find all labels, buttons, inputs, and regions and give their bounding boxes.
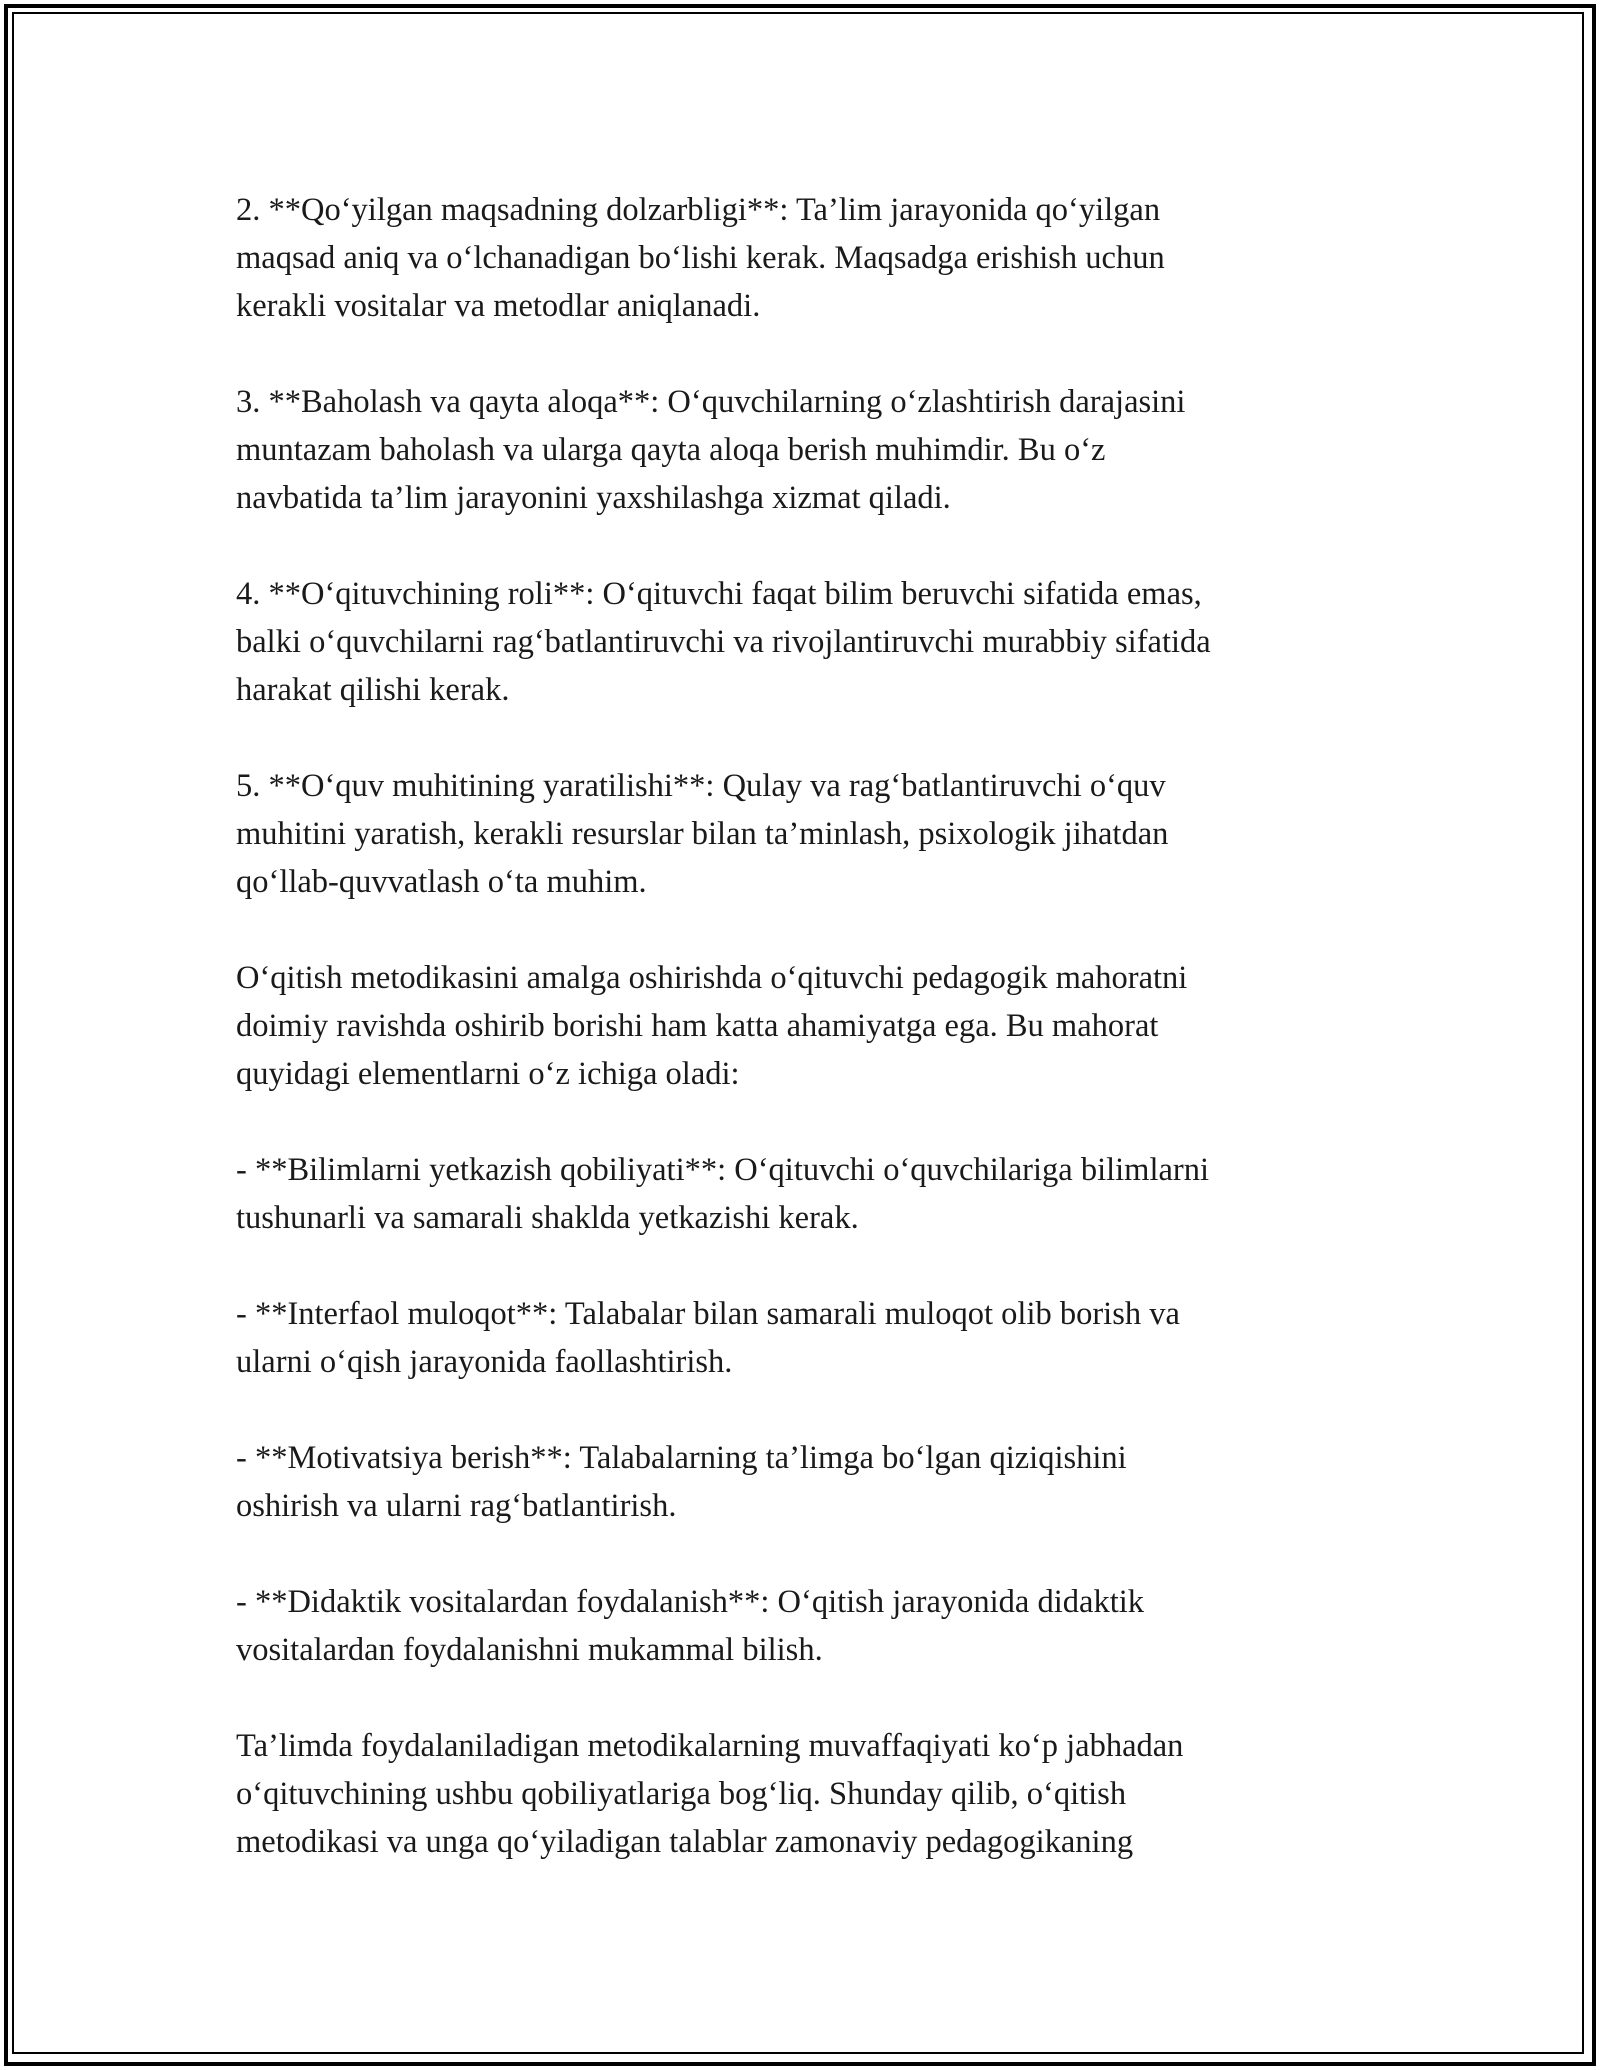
bullet-interactive-communication [236,1290,1376,1386]
text-line: tushunarli va samarali shaklda yetkazishi kerak. [236,1200,859,1236]
text-line: harakat qilishi kerak. [236,672,510,708]
paragraph-conclusion [236,1722,1376,1866]
paragraph-item-4-teacher-role [236,570,1376,714]
text-line: doimiy ravishda oshirib borishi ham katta ahamiyatga ega. Bu mahorat [236,1008,1159,1044]
text-line: 4. **O‘qituvchining roli**: O‘qituvchi faqat bilim beruvchi sifatida emas, [236,576,1202,612]
text-line: oshirish va ularni rag‘batlantirish. [236,1488,677,1524]
text-line: navbatida ta’lim jarayonini yaxshilashga xizmat qiladi. [236,480,951,516]
text-line: metodikasi va unga qo‘yiladigan talablar zamonaviy pedagogikaning [236,1824,1134,1860]
document-body [236,186,1376,1866]
paragraph-item-5-learning-environment [236,762,1376,906]
text-line: - **Bilimlarni yetkazish qobiliyati**: O‘qituvchi o‘quvchilariga bilimlarni [236,1152,1210,1188]
text-line: - **Motivatsiya berish**: Talabalarning ta’limga bo‘lgan qiziqishini [236,1440,1127,1476]
text-line: muhitini yaratish, kerakli resurslar bilan ta’minlash, psixologik jihatdan [236,816,1169,852]
text-line: Ta’limda foydalaniladigan metodikalarning muvaffaqiyati ko‘p jabhadan [236,1728,1184,1764]
paragraph-item-3-assessment-feedback [236,378,1376,522]
text-line: quyidagi elementlarni o‘z ichiga oladi: [236,1056,740,1092]
paragraph-item-2-goal-relevance [236,186,1376,330]
text-line: maqsad aniq va o‘lchanadigan bo‘lishi kerak. Maqsadga erishish uchun [236,240,1165,276]
text-line: 2. **Qo‘yilgan maqsadning dolzarbligi**: Ta’lim jarayonida qo‘yilgan [236,192,1161,228]
bullet-knowledge-delivery [236,1146,1376,1242]
text-line: balki o‘quvchilarni rag‘batlantiruvchi va rivojlantiruvchi murabbiy sifatida [236,624,1211,660]
text-line: muntazam baholash va ularga qayta aloqa berish muhimdir. Bu o‘z [236,432,1106,468]
text-line: - **Interfaol muloqot**: Talabalar bilan samarali muloqot olib borish va [236,1296,1180,1332]
text-line: qo‘llab-quvvatlash o‘ta muhim. [236,864,647,900]
paragraph-pedagogical-skill-intro [236,954,1376,1098]
text-line: 3. **Baholash va qayta aloqa**: O‘quvchilarning o‘zlashtirish darajasini [236,384,1186,420]
text-line: vositalardan foydalanishni mukammal bilish. [236,1632,823,1668]
bullet-didactic-tools [236,1578,1376,1674]
text-line: O‘qitish metodikasini amalga oshirishda o‘qituvchi pedagogik mahoratni [236,960,1188,996]
bullet-motivation [236,1434,1376,1530]
text-line: o‘qituvchining ushbu qobiliyatlariga bog‘liq. Shunday qilib, o‘qitish [236,1776,1127,1812]
text-line: ularni o‘qish jarayonida faollashtirish. [236,1344,733,1380]
text-line: - **Didaktik vositalardan foydalanish**: O‘qitish jarayonida didaktik [236,1584,1145,1620]
text-line: 5. **O‘quv muhitining yaratilishi**: Qulay va rag‘batlantiruvchi o‘quv [236,768,1166,804]
text-line: kerakli vositalar va metodlar aniqlanadi. [236,288,761,324]
